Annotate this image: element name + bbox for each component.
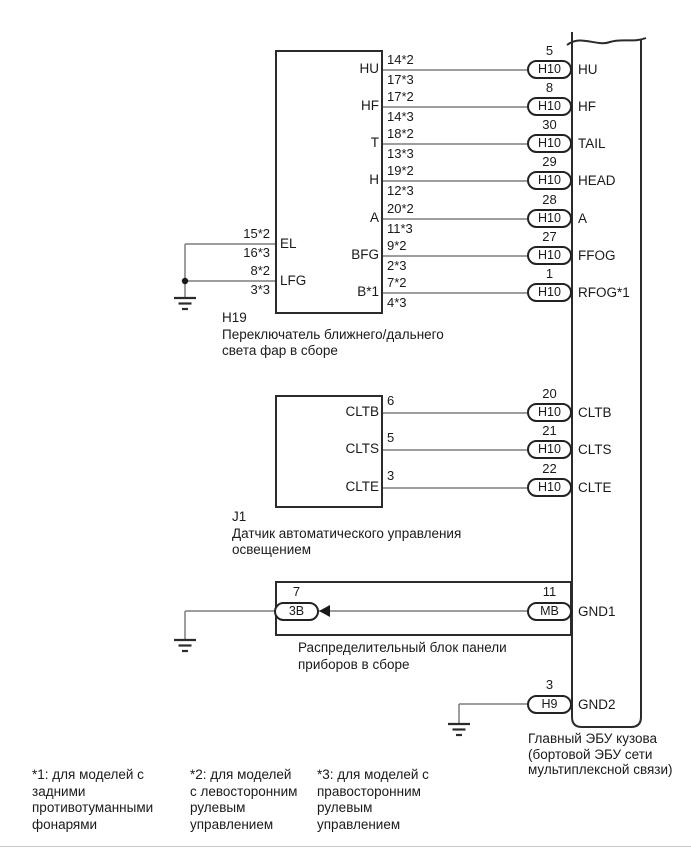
- wire-number-upper: 7*2: [387, 275, 407, 290]
- ecu-pin-number: 3: [545, 677, 554, 692]
- ecu-signal-label: CLTE: [578, 480, 612, 495]
- ecu-signal-label: RFOG*1: [578, 285, 630, 300]
- component-code: H19: [222, 310, 247, 325]
- footnote-2: [190, 767, 297, 833]
- footnote-line: фонарями: [32, 816, 98, 832]
- wire-number-lower: 12*3: [387, 183, 414, 198]
- wire-number: 5: [387, 430, 395, 445]
- ecu-break-line: [567, 38, 646, 45]
- caption-line: приборов в сборе: [298, 656, 410, 672]
- h19-caption: [222, 310, 444, 360]
- wire-number-lower: 2*3: [387, 258, 407, 273]
- connector-oval: H10: [527, 440, 572, 459]
- wire-number-upper: 20*2: [387, 201, 414, 216]
- wire-number-upper: 18*2: [387, 126, 414, 141]
- ecu-signal-label: FFOG: [578, 248, 616, 263]
- connector-oval: H10: [527, 403, 572, 422]
- wire-number-upper: 15*2: [243, 226, 270, 241]
- caption-line: Переключатель ближнего/дальнего: [222, 326, 444, 342]
- footnote-line: противотуманными: [32, 800, 154, 815]
- caption-line: Датчик автоматического управления: [232, 525, 462, 541]
- footnote-line: управлением: [190, 816, 274, 832]
- wire-number-upper: 14*2: [387, 52, 414, 67]
- footnote-line: *3: для моделей с: [317, 767, 429, 782]
- h19-pin-label: LFG: [280, 273, 307, 288]
- footnote-line: правосторонним: [317, 783, 421, 799]
- wire-number: 6: [387, 393, 395, 408]
- connector-oval: 3B: [274, 602, 319, 621]
- ecu-signal-label: GND2: [578, 697, 616, 712]
- ecu-pin-number: 20: [542, 386, 557, 401]
- wire-number-upper: 19*2: [387, 163, 414, 178]
- footnote-1: [32, 767, 153, 833]
- connector-oval: H10: [527, 209, 572, 228]
- ecu-signal-label: GND1: [578, 604, 616, 619]
- caption-line: света фар в сборе: [222, 343, 338, 358]
- ecu-pin-number: 8: [545, 80, 554, 95]
- h19-pin-label: A: [369, 210, 379, 225]
- caption-line: Главный ЭБУ кузова: [528, 731, 658, 746]
- connector-oval: H9: [527, 695, 572, 714]
- ecu-pin-number: 27: [542, 229, 557, 244]
- wire-number-upper: 17*2: [387, 89, 414, 104]
- h19-pin-label: T: [370, 135, 379, 150]
- connector-oval: H10: [527, 478, 572, 497]
- footnote-line: с левосторонним: [190, 783, 298, 799]
- j1-pin-label: CLTS: [345, 441, 379, 456]
- connector-oval: H10: [527, 97, 572, 116]
- connector-oval: H10: [527, 171, 572, 190]
- caption-line: (бортовой ЭБУ сети: [528, 746, 653, 762]
- j1-pin-label: CLTB: [345, 404, 379, 419]
- ground-icon: [174, 298, 196, 309]
- ground-icon: [174, 640, 196, 651]
- h19-pin-label: BFG: [351, 247, 379, 262]
- footnote-line: *1: для моделей с: [32, 767, 144, 782]
- h19-pin-label: H: [369, 172, 379, 187]
- ecu-signal-label: HEAD: [578, 173, 616, 188]
- wire-number: 3: [387, 468, 395, 483]
- caption-line: освещением: [232, 542, 312, 557]
- footnote-3: [317, 767, 429, 833]
- footnote-line: *2: для моделей: [190, 767, 292, 782]
- footnote-line: рулевым: [317, 800, 373, 815]
- ecu-pin-number: 29: [542, 154, 557, 169]
- wire-number-lower: 3*3: [250, 282, 270, 297]
- ecu-pin-number: 11: [542, 584, 557, 599]
- wire-number-upper: 8*2: [250, 263, 270, 278]
- page-divider: [0, 846, 691, 847]
- connector-oval: H10: [527, 246, 572, 265]
- caption-line: Распределительный блок панели: [298, 640, 507, 655]
- footnote-line: задними: [32, 783, 86, 799]
- ecu-pin-number: 1: [545, 266, 554, 281]
- ecu-pin-number: 30: [542, 117, 557, 132]
- h19-pin-label: EL: [280, 236, 297, 251]
- ecu-signal-label: A: [578, 211, 588, 226]
- wire-number-lower: 11*3: [387, 221, 413, 236]
- h19-pin-label: B*1: [357, 284, 379, 299]
- h19-pin-label: HF: [361, 98, 379, 113]
- ecu-caption: [528, 731, 673, 778]
- wire-number-lower: 13*3: [387, 146, 414, 161]
- connector-oval: H10: [527, 134, 572, 153]
- j1-pin-label: CLTE: [345, 479, 379, 494]
- wire-number-upper: 9*2: [387, 238, 407, 253]
- footnote-line: управлением: [317, 816, 401, 832]
- component-code: J1: [232, 509, 247, 524]
- h19-pin-label: HU: [359, 61, 379, 76]
- ecu-signal-label: HU: [578, 62, 598, 77]
- ecu-signal-label: CLTB: [578, 405, 612, 420]
- ecu-pin-number: 28: [542, 192, 557, 207]
- ecu-signal-label: HF: [578, 99, 596, 114]
- caption-line: мультиплексной связи): [528, 762, 673, 777]
- ecu-signal-label: TAIL: [578, 136, 606, 151]
- jb-pin-number: 7: [292, 584, 301, 599]
- ecu-pin-number: 22: [542, 461, 557, 476]
- connector-oval: H10: [527, 283, 572, 302]
- junction-dot-icon: [182, 278, 188, 284]
- j1-caption: [232, 509, 461, 559]
- wire-number-lower: 14*3: [387, 109, 414, 124]
- wire-number-lower: 4*3: [387, 295, 407, 310]
- connector-oval: MB: [527, 602, 572, 621]
- footnote-line: рулевым: [190, 800, 246, 815]
- connector-oval: H10: [527, 60, 572, 79]
- wire-number-lower: 16*3: [243, 245, 270, 260]
- junction-block-caption: [298, 640, 507, 673]
- ecu-pin-number: 21: [542, 423, 557, 438]
- ecu-signal-label: CLTS: [578, 442, 612, 457]
- ecu-pin-number: 5: [545, 43, 554, 58]
- ground-icon: [448, 724, 470, 735]
- wire-number-lower: 17*3: [387, 72, 414, 87]
